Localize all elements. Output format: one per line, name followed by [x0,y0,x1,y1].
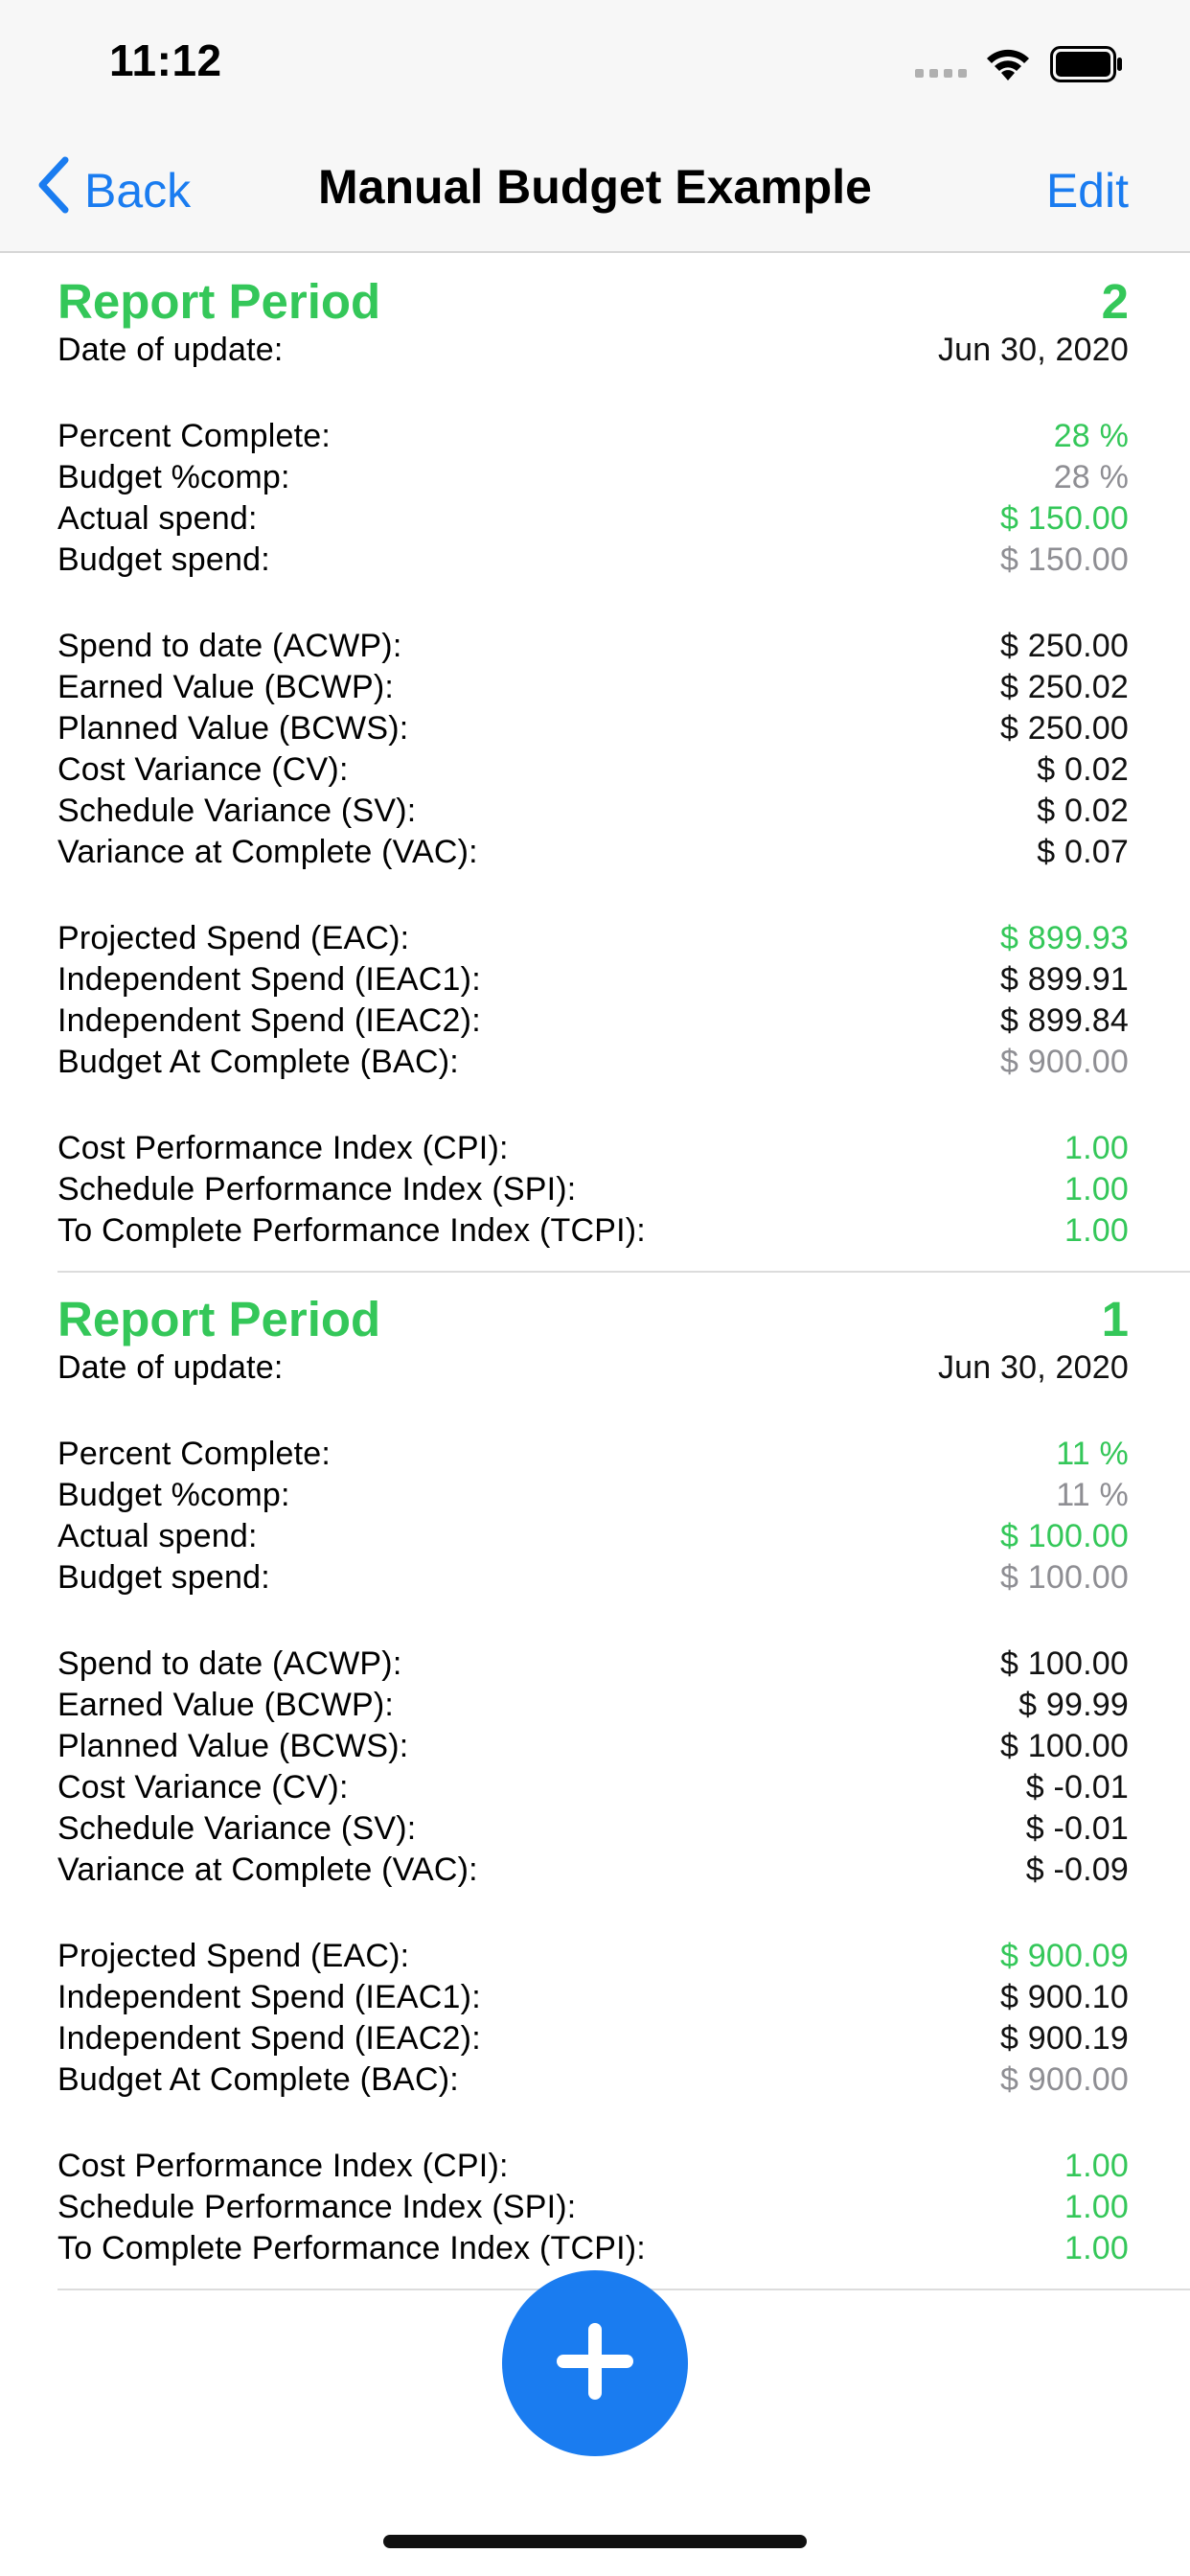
metric-row [57,1042,1129,1083]
metric-value: $ 100.00 [1000,1728,1129,1764]
metric-value: 1.00 [1064,1212,1129,1249]
report-period-label: Report Period [57,274,381,329]
metric-label: Projected Spend (EAC): [57,920,410,956]
metric-value: $ 150.00 [1000,500,1129,537]
metric-value: $ 250.02 [1000,669,1129,705]
metric-label: Independent Spend (IEAC1): [57,961,481,998]
metric-label: Independent Spend (IEAC2): [57,1002,481,1039]
metric-row [57,2187,1129,2228]
metric-row [57,667,1129,708]
report-period-section[interactable] [0,1273,1190,2288]
metric-row [57,1210,1129,1252]
group-spacer [57,581,1129,626]
metric-label: Cost Performance Index (CPI): [57,1130,509,1166]
row-value: Jun 30, 2020 [937,332,1129,368]
edit-button[interactable]: Edit [1045,164,1129,218]
metric-value: $ 150.00 [1000,541,1129,578]
metric-row [57,1808,1129,1850]
metric-label: Earned Value (BCWP): [57,669,395,705]
metric-row [57,1936,1129,1977]
page-title: Manual Budget Example [318,160,872,214]
metric-label: Planned Value (BCWS): [57,1728,409,1764]
report-period-list [0,255,1190,2290]
metric-label: To Complete Performance Index (TCPI): [57,2230,646,2266]
metric-label: Cost Variance (CV): [57,1769,349,1806]
metric-value: $ 250.00 [1000,710,1129,747]
metric-label: Budget %comp: [57,1477,290,1513]
group-spacer [57,1891,1129,1936]
metric-label: Schedule Performance Index (SPI): [57,1171,577,1208]
metric-label: Cost Variance (CV): [57,751,349,788]
metric-value: $ 0.02 [1037,793,1129,829]
wifi-icon [983,44,1033,87]
metric-row [57,1000,1129,1042]
navigation-bar [0,126,1190,253]
metric-row [57,1557,1129,1598]
report-period-header [57,274,1129,330]
metric-label: Budget %comp: [57,459,290,495]
plus-icon [547,2313,643,2414]
metric-row [57,1685,1129,1726]
date-of-update-row [57,1347,1129,1389]
metric-value: $ -0.01 [1025,1810,1129,1847]
metric-value: $ 900.09 [1000,1938,1129,1974]
metric-row [57,2059,1129,2101]
metric-label: Variance at Complete (VAC): [57,834,478,870]
metric-value: 28 % [1053,418,1129,454]
metric-row [57,540,1129,581]
metric-row [57,1169,1129,1210]
metric-label: Cost Performance Index (CPI): [57,2148,509,2184]
row-label: Date of update: [57,1349,284,1386]
metric-label: Planned Value (BCWS): [57,710,409,747]
metric-value: 1.00 [1064,1171,1129,1208]
metric-row [57,2018,1129,2059]
metric-label: Spend to date (ACWP): [57,1645,402,1682]
metric-row [57,1516,1129,1557]
back-label: Back [84,164,192,218]
metric-label: Schedule Variance (SV): [57,793,417,829]
report-period-section[interactable] [0,255,1190,1271]
metric-value: 1.00 [1064,2230,1129,2266]
metric-row [57,2146,1129,2187]
metric-value: $ 99.99 [1018,1687,1129,1723]
metric-value: $ -0.09 [1025,1852,1129,1888]
metric-value: $ 100.00 [1000,1645,1129,1682]
metric-row [57,416,1129,457]
metric-row [57,1850,1129,1891]
metric-row [57,2228,1129,2269]
metric-value: 1.00 [1064,1130,1129,1166]
metric-row [57,626,1129,667]
metric-value: $ 900.10 [1000,1979,1129,2015]
metric-value: $ 900.19 [1000,2020,1129,2057]
metric-label: Actual spend: [57,500,258,537]
group-spacer [57,873,1129,918]
metric-row [57,1726,1129,1767]
metric-row [57,918,1129,959]
status-bar [0,0,1190,126]
metric-row [57,791,1129,832]
metric-row [57,1128,1129,1169]
add-report-period-button[interactable] [502,2270,688,2456]
group-spacer [57,1598,1129,1644]
metric-row [57,1475,1129,1516]
metric-label: Projected Spend (EAC): [57,1938,410,1974]
metric-row [57,1977,1129,2018]
metric-label: Budget spend: [57,1559,270,1596]
group-spacer [57,1083,1129,1128]
metric-value: 1.00 [1064,2148,1129,2184]
home-indicator [383,2535,807,2548]
report-period-label: Report Period [57,1292,381,1346]
date-of-update-row [57,330,1129,371]
metric-value: $ 899.84 [1000,1002,1129,1039]
metric-label: Budget spend: [57,541,270,578]
metric-label: Schedule Performance Index (SPI): [57,2189,577,2225]
metric-value: 1.00 [1064,2189,1129,2225]
metric-value: $ -0.01 [1025,1769,1129,1806]
metric-value: $ 899.93 [1000,920,1129,956]
battery-icon [1050,46,1123,87]
metric-row [57,1434,1129,1475]
row-value: Jun 30, 2020 [937,1349,1129,1386]
metric-label: Earned Value (BCWP): [57,1687,395,1723]
metric-label: To Complete Performance Index (TCPI): [57,1212,646,1249]
metric-value: 11 % [1056,1436,1129,1472]
report-period-header [57,1292,1129,1347]
report-period-number: 1 [1101,1292,1129,1346]
metric-label: Budget At Complete (BAC): [57,2061,459,2098]
metric-value: $ 900.00 [1000,2061,1129,2098]
metric-row [57,832,1129,873]
metric-value: $ 899.91 [1000,961,1129,998]
metric-label: Spend to date (ACWP): [57,628,402,664]
metric-row [57,749,1129,791]
metric-row [57,1767,1129,1808]
cellular-signal-icon [915,69,967,78]
metric-value: 28 % [1053,459,1129,495]
report-period-number: 2 [1101,274,1129,329]
group-spacer [57,1389,1129,1434]
metric-value: $ 0.07 [1037,834,1129,870]
metric-label: Actual spend: [57,1518,258,1554]
metric-label: Variance at Complete (VAC): [57,1852,478,1888]
row-label: Date of update: [57,332,284,368]
metric-row [57,498,1129,540]
metric-label: Percent Complete: [57,1436,331,1472]
group-spacer [57,371,1129,416]
metric-row [57,959,1129,1000]
metric-value: 11 % [1056,1477,1129,1513]
metric-label: Independent Spend (IEAC2): [57,2020,481,2057]
metric-value: $ 100.00 [1000,1518,1129,1554]
metric-value: $ 250.00 [1000,628,1129,664]
metric-row [57,708,1129,749]
group-spacer [57,2101,1129,2146]
metric-label: Budget At Complete (BAC): [57,1044,459,1080]
status-time: 11:12 [109,35,222,85]
section-bottom-spacer [57,1252,1129,1271]
metric-label: Independent Spend (IEAC1): [57,1979,481,2015]
metric-value: $ 0.02 [1037,751,1129,788]
metric-value: $ 100.00 [1000,1559,1129,1596]
metric-row [57,1644,1129,1685]
metric-row [57,457,1129,498]
metric-label: Percent Complete: [57,418,331,454]
metric-value: $ 900.00 [1000,1044,1129,1080]
metric-label: Schedule Variance (SV): [57,1810,417,1847]
